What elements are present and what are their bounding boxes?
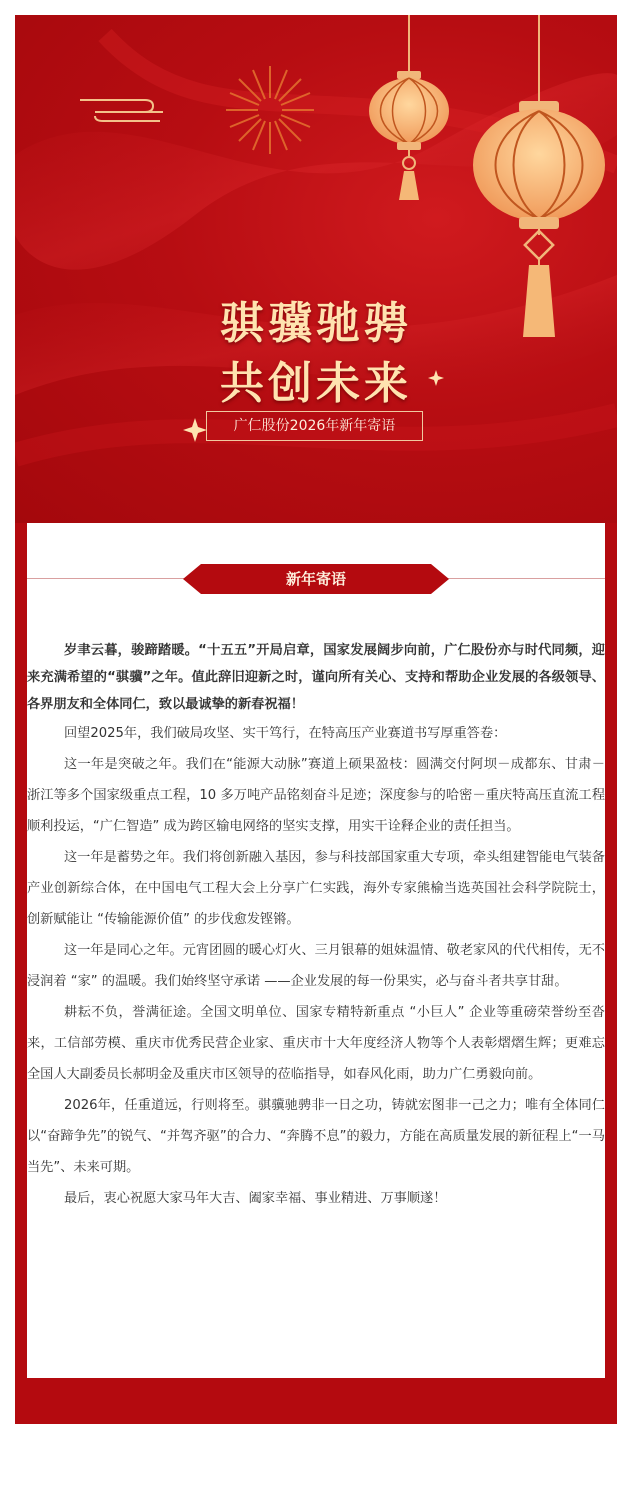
hero-decoration — [15, 15, 617, 523]
paragraph: 这一年是突破之年。我们在“能源大动脉”赛道上硕果盈枝：圆满交付阿坝－成都东、甘肃－浙江等多个国家级重点工程，10 多万吨产品铭刻奋斗足迹；深度参与的哈密－重庆特高压直流工程顺利投运，“广仁智造” 成为跨区输电网络的坚实支撑，用实干诠释企业的责任担当。 — [27, 757, 605, 834]
content-card — [27, 523, 605, 1378]
page-title-line2: 共创未来 — [220, 358, 412, 409]
paragraph: 最后，衷心祝愿大家马年大吉、阖家幸福、事业精进、万事顺遂！ — [63, 1191, 447, 1206]
poster — [15, 15, 617, 1424]
subtitle: 广仁股份2026年新年寄语 — [206, 411, 423, 441]
letter-body — [27, 633, 605, 1214]
page-title: 骐骥驰骋 — [220, 298, 412, 349]
paragraph: 岁聿云暮，骏蹄踏暖。“十五五”开局启章，国家发展阔步向前，广仁股份亦与时代同频，迎来充满希望的“骐骥”之年。值此辞旧迎新之时，谨向所有关心、支持和帮助企业发展的各级领导、各界朋友和全体同仁，致以最诚挚的新春祝福！ — [27, 643, 605, 712]
paragraph: 这一年是同心之年。元宵团圆的暖心灯火、三月银幕的姐妹温情、敬老家风的代代相传，无不浸润着 “家” 的温暖。我们始终坚守承诺 ——企业发展的每一份果实，必与奋斗者共享甘甜。 — [27, 943, 605, 989]
paragraph: 这一年是蓄势之年。我们将创新融入基因，参与科技部国家重大专项，牵头组建智能电气装备产业创新综合体，在中国电气工程大会上分享广仁实践，海外专家熊榆当选英国社会科学院院士，创新赋能让 “传输能源价值” 的步伐愈发铿锵。 — [27, 850, 605, 927]
cloud-icon — [80, 100, 163, 121]
paragraph: 耕耘不负，誉满征途。全国文明单位、国家专精特新重点 “小巨人” 企业等重磅荣誉纷至沓来，工信部劳模、重庆市优秀民营企业家、重庆市十大年度经济人物等个人表彰熠熠生辉；更难忘全国人大副委员长郝明金及重庆市区领导的莅临指导，如春风化雨，助力广仁勇毅向前。 — [27, 1005, 605, 1082]
hero-banner — [15, 15, 617, 523]
paragraph: 回望2025年，我们破局攻坚、实干笃行，在特高压产业赛道书写厚重答卷： — [63, 726, 507, 741]
paragraph: 2026年，任重道远，行则将至。骐骥驰骋非一日之功，铸就宏图非一己之力；唯有全体同仁以“奋蹄争先”的锐气、“并驾齐驱”的合力、“奔腾不息”的毅力，方能在高质量发展的新征程上“一马当先”、未来可期。 — [27, 1098, 605, 1175]
section-heading: 新年寄语 — [285, 570, 346, 588]
lantern-icon — [369, 15, 449, 200]
